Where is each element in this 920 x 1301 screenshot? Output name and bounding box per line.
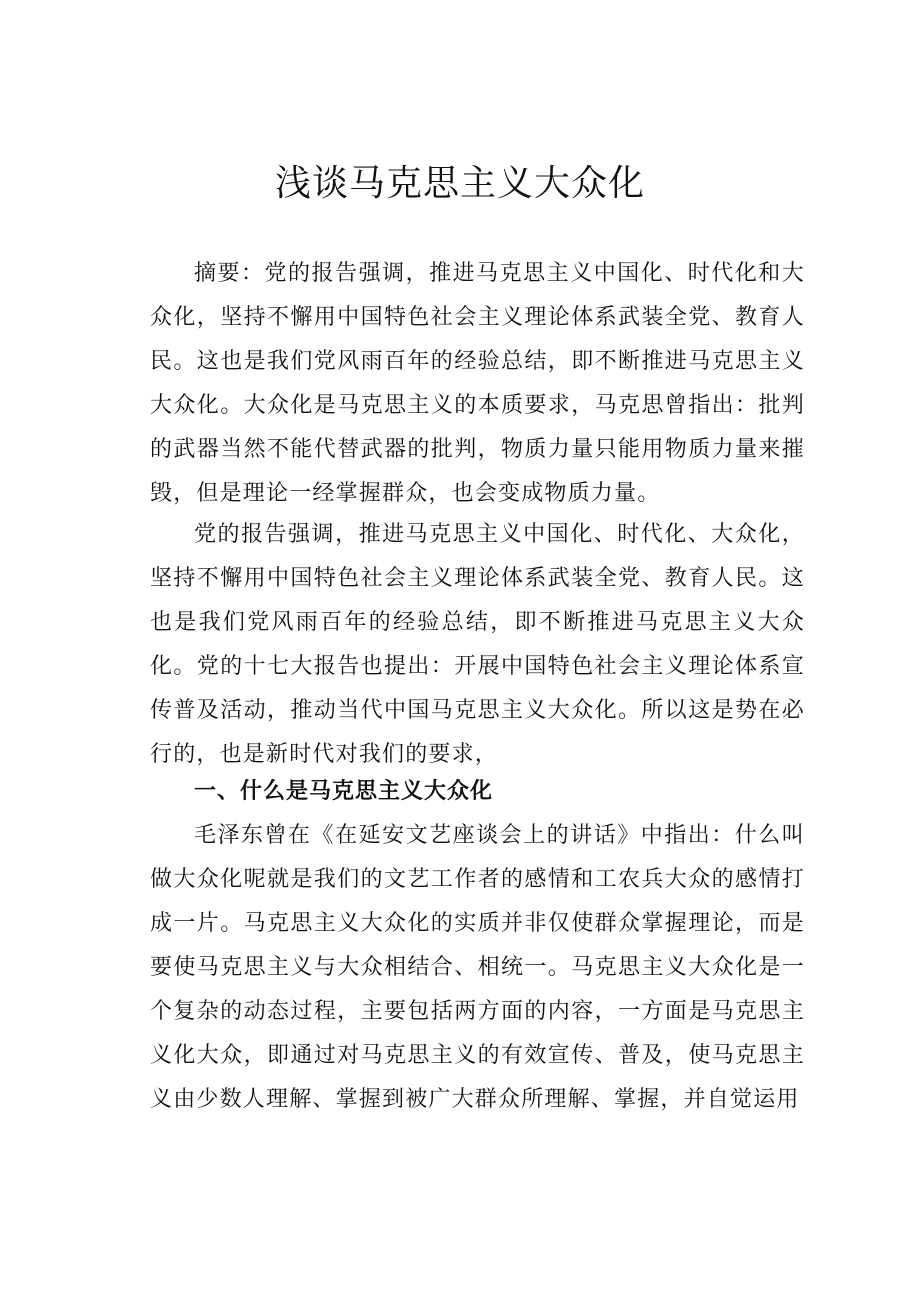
section-heading: 一、什么是马克思主义大众化: [194, 779, 494, 804]
document-title: 浅谈马克思主义大众化: [274, 163, 645, 204]
section-paragraph: 毛泽东曾在《在延安文艺座谈会上的讲话》中指出：什么叫做大众化呢就是我们的文艺工作者的感情和工农兵大众的感情打成一片。马克思主义大众化的实质并非仅使群众掌握理论，而是要使马克思主义与大众相结合、相统一。马克思主义大众化是一个复杂的动态过程，主要包括两方面的内容，一方面是马克思主义化大众，即通过对马克思主义的有效宣传、普及，使马克思主义由少数人理解、掌握到被广大群众所理解、掌握，并自觉运用: [150, 823, 805, 1112]
body-paragraph: 党的报告强调，推进马克思主义中国化、时代化、大众化，坚持不懈用中国特色社会主义理论体系武装全党、教育人民。这也是我们党风雨百年的经验总结，即不断推进马克思主义大众化。党的十七大报告也提出：开展中国特色社会主义理论体系宣传普及活动，推动当代中国马克思主义大众化。所以这是势在必行的，也是新时代对我们的要求，: [150, 522, 805, 767]
abstract-paragraph: 摘要：党的报告强调，推进马克思主义中国化、时代化和大众化，坚持不懈用中国特色社会主义理论体系武装全党、教育人民。这也是我们党风雨百年的经验总结，即不断推进马克思主义大众化。大众化是马克思主义的本质要求，马克思曾指出：批判的武器当然不能代替武器的批判，物质力量只能用物质力量来摧毁，但是理论一经掌握群众，也会变成物质力量。: [150, 261, 805, 506]
